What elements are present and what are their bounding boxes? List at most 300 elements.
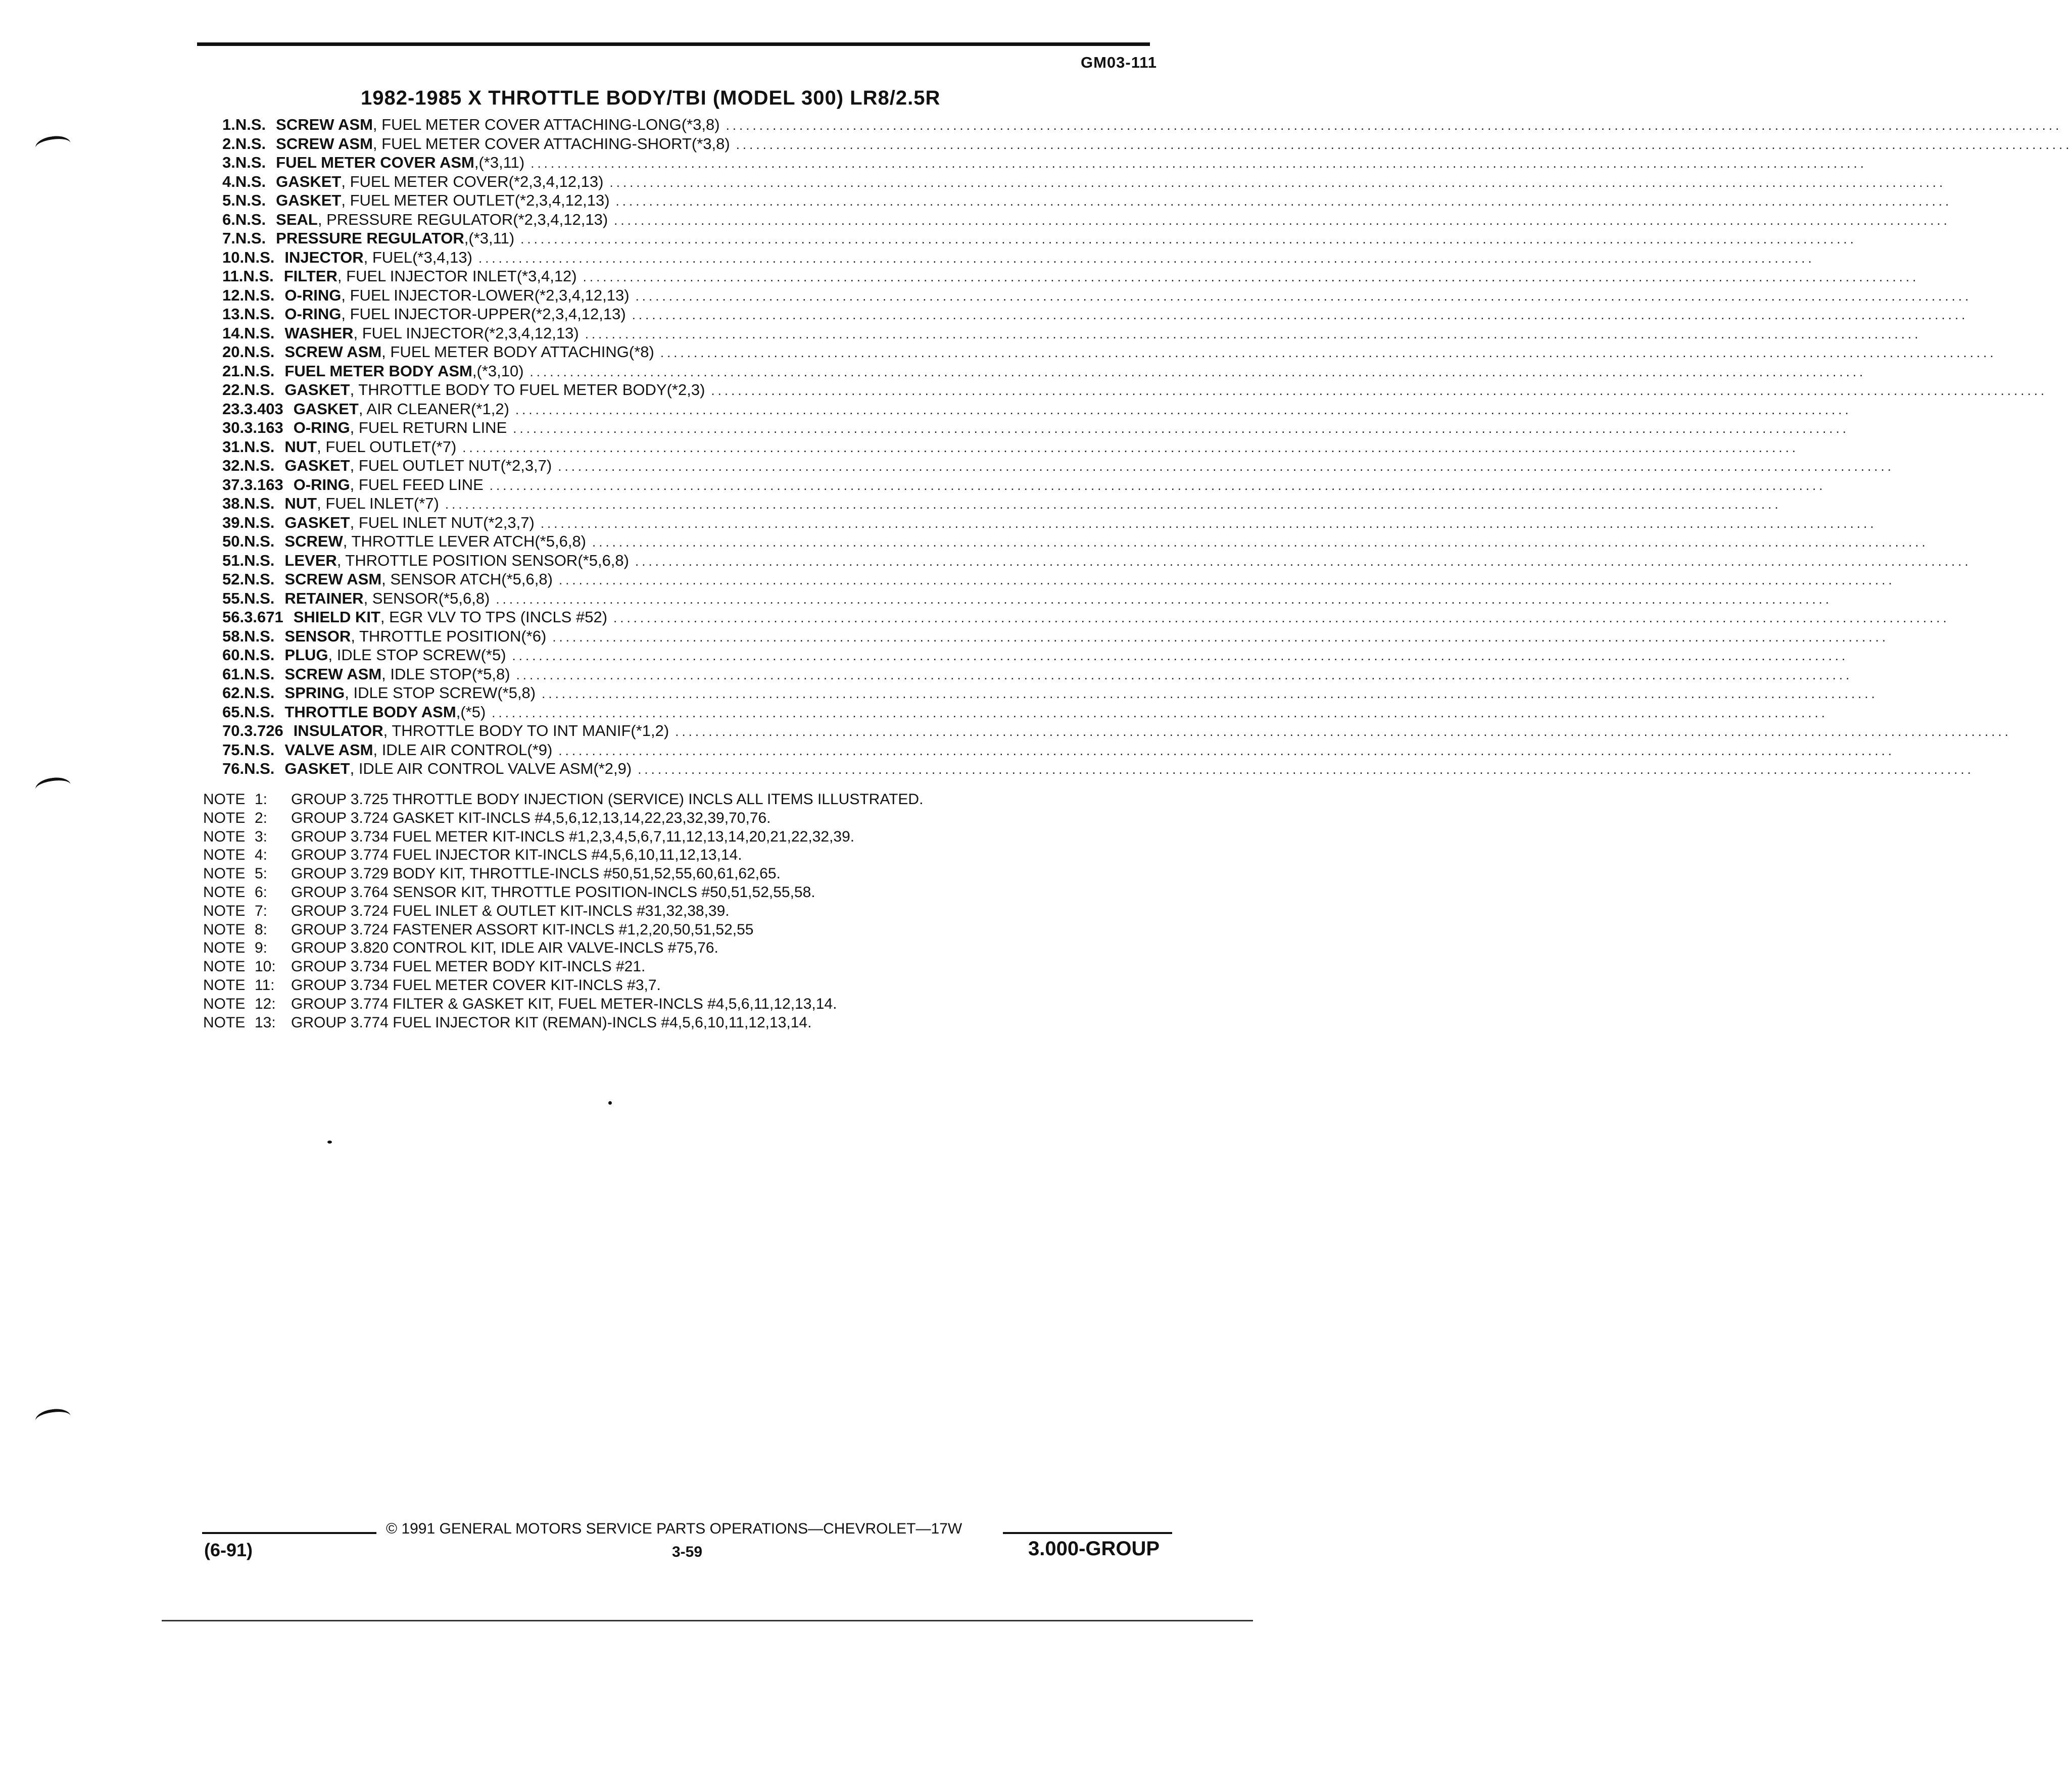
dot-leader: ........................................................................................................................................................................................................ — [613, 610, 1950, 625]
note-text: GROUP 3.774 FUEL INJECTOR KIT-INCLS #4,5,6,10,11,12,13,14. — [291, 847, 742, 864]
note-text: GROUP 3.734 FUEL METER KIT-INCLS #1,2,3,4,5,6,7,11,12,13,14,20,21,22,32,39. — [291, 828, 855, 845]
dot-leader: ........................................................................................................................................................................................................ — [516, 667, 1853, 682]
part-name: WASHER — [284, 324, 354, 342]
part-group: 3.163 — [244, 419, 283, 436]
note-label: NOTE — [203, 902, 246, 919]
part-row — [222, 722, 2011, 741]
part-description: , — [472, 362, 477, 380]
part-group: N.S. — [244, 343, 275, 361]
part-note-ref: (*2,3,7) — [483, 513, 535, 531]
part-name: GASKET — [276, 191, 342, 209]
part-row — [222, 703, 1828, 722]
part-row — [222, 172, 1946, 192]
dot-leader: ........................................................................................................................................................................................................ — [489, 477, 1826, 493]
part-row — [222, 513, 1877, 533]
dot-leader: ........................................................................................................................................................................................................ — [736, 136, 2072, 152]
note-row — [203, 958, 923, 977]
part-number: 56. — [222, 608, 245, 626]
dot-leader: ........................................................................................................................................................................................................ — [531, 156, 1867, 171]
part-group: N.S. — [244, 646, 275, 664]
part-group: 3.671 — [244, 608, 283, 626]
footer-rule-right — [1003, 1532, 1172, 1534]
part-group: N.S. — [244, 513, 275, 531]
part-description: , FUEL METER COVER ATTACHING-LONG — [372, 116, 682, 133]
part-group: 3.726 — [244, 722, 283, 739]
part-number: 22. — [222, 381, 245, 399]
part-note-ref: (*2,3,4,12,13) — [531, 305, 626, 323]
part-number: 2. — [222, 134, 235, 153]
part-description: , FUEL METER OUTLET — [341, 191, 515, 209]
part-group: N.S. — [244, 665, 275, 683]
part-row — [222, 684, 1878, 703]
part-number: 55. — [222, 589, 245, 607]
part-note-ref: (*5,6,8) — [438, 589, 490, 607]
part-note-ref: (*1,2) — [471, 400, 509, 418]
part-group: N.S. — [244, 760, 275, 777]
part-name: INSULATOR — [293, 722, 383, 739]
note-row — [203, 810, 923, 828]
part-description: , IDLE AIR CONTROL — [373, 740, 527, 759]
part-name: PRESSURE REGULATOR — [276, 229, 464, 247]
part-note-ref: (*3,11) — [478, 154, 525, 171]
part-name: SEAL — [276, 210, 318, 228]
part-group: N.S. — [244, 551, 275, 569]
part-row — [222, 248, 1815, 268]
part-number: 7. — [222, 229, 235, 247]
part-row — [222, 362, 1866, 381]
note-label: NOTE — [203, 847, 246, 864]
part-description: , FUEL INJECTOR — [353, 324, 484, 342]
part-number: 13. — [222, 305, 245, 323]
dot-leader: ........................................................................................................................................................................................................ — [492, 705, 1828, 720]
part-group: 3.163 — [244, 475, 283, 493]
part-row — [222, 532, 1929, 552]
part-name: PLUG — [284, 646, 328, 664]
part-name: GASKET — [284, 457, 350, 474]
dot-leader: ........................................................................................................................................................................................................ — [542, 686, 1878, 701]
part-description: , THROTTLE POSITION SENSOR — [336, 551, 578, 569]
part-row — [222, 400, 1852, 419]
note-label: NOTE — [203, 976, 246, 994]
part-group: N.S. — [244, 362, 275, 380]
part-note-ref: (*5,6,8) — [501, 570, 553, 588]
part-number: 3. — [222, 154, 235, 171]
page-id: GM03-111 — [1080, 54, 1157, 71]
note-number: 2: — [255, 809, 268, 826]
part-row — [222, 154, 1867, 173]
page-title: 1982-1985 X THROTTLE BODY/TBI (MODEL 300) LR8/2.5R — [361, 87, 941, 109]
dot-leader: ........................................................................................................................................................................................................ — [609, 174, 1946, 190]
part-group: N.S. — [244, 305, 275, 323]
part-note-ref: (*3,10) — [476, 362, 524, 380]
part-name: LEVER — [284, 551, 337, 569]
part-note-ref: (*2,3,4,12,13) — [513, 210, 608, 228]
part-row — [222, 760, 1974, 779]
part-group: N.S. — [235, 172, 266, 190]
note-row — [203, 940, 923, 958]
notes-list — [203, 791, 923, 1032]
part-note-ref: (*2,3,4,12,13) — [508, 172, 604, 190]
part-note-ref: (*2,3,4,12,13) — [484, 324, 579, 342]
note-text: GROUP 3.724 FASTENER ASSORT KIT-INCLS #1,2,20,50,51,52,55 — [291, 921, 754, 938]
part-name: FUEL METER BODY ASM — [284, 362, 472, 380]
part-description: , IDLE STOP SCREW — [345, 684, 498, 702]
binder-hole-mark — [34, 134, 72, 157]
part-name: FILTER — [283, 267, 338, 285]
part-name: SPRING — [284, 684, 345, 702]
part-note-ref: (*8) — [629, 343, 654, 361]
part-number: 70. — [222, 722, 245, 739]
part-row — [222, 286, 1972, 306]
part-name: GASKET — [284, 381, 350, 399]
part-number: 6. — [222, 210, 235, 228]
note-number: 12: — [255, 995, 276, 1012]
dot-leader: ........................................................................................................................................................................................................ — [711, 383, 2048, 398]
dot-leader: ........................................................................................................................................................................................................ — [635, 288, 1972, 304]
part-row — [222, 419, 1849, 438]
part-description: , THROTTLE BODY TO FUEL METER BODY — [350, 381, 667, 399]
dot-leader: ........................................................................................................................................................................................................ — [552, 629, 1889, 645]
part-group: N.S. — [244, 570, 275, 588]
part-row — [222, 646, 1849, 665]
part-note-ref: (*2,3,4,12,13) — [534, 286, 630, 304]
dot-leader: ........................................................................................................................................................................................................ — [512, 648, 1849, 663]
part-row — [222, 116, 2062, 135]
part-description: , SENSOR ATCH — [381, 570, 502, 588]
part-description: , FUEL RETURN LINE — [350, 419, 507, 436]
part-name: SENSOR — [284, 627, 351, 645]
part-group: N.S. — [244, 286, 275, 304]
part-name: SCREW — [284, 532, 343, 550]
note-text: GROUP 3.774 FUEL INJECTOR KIT (REMAN)-INCLS #4,5,6,10,11,12,13,14. — [291, 1014, 812, 1031]
dot-leader: ........................................................................................................................................................................................................ — [615, 193, 1952, 209]
part-number: 23. — [222, 400, 245, 418]
part-row — [222, 495, 1781, 514]
part-note-ref: (*1,2) — [631, 722, 669, 739]
part-group: N.S. — [244, 703, 275, 721]
note-row — [203, 865, 923, 884]
part-number: 11. — [222, 267, 244, 285]
part-number: 58. — [222, 627, 245, 645]
part-group: N.S. — [235, 229, 266, 247]
part-note-ref: (*3,8) — [691, 134, 730, 153]
part-note-ref: (*5,6,8) — [577, 551, 629, 569]
dot-leader: ........................................................................................................................................................................................................ — [558, 459, 1894, 474]
part-number: 4. — [222, 172, 235, 190]
part-number: 1. — [222, 116, 235, 133]
dot-leader: ........................................................................................................................................................................................................ — [614, 212, 1950, 228]
part-row — [222, 381, 2048, 400]
part-number: 31. — [222, 437, 245, 456]
part-group: N.S. — [235, 116, 266, 133]
part-group: N.S. — [244, 324, 275, 342]
footer-rule-left — [202, 1532, 376, 1534]
part-note-ref: (*2,3,4,12,13) — [514, 191, 610, 209]
part-name: GASKET — [284, 513, 350, 531]
part-group: N.S. — [244, 495, 275, 512]
note-label: NOTE — [203, 921, 246, 938]
part-group: N.S. — [235, 134, 266, 153]
dot-leader: ........................................................................................................................................................................................................ — [478, 250, 1815, 266]
part-description: , AIR CLEANER — [358, 400, 471, 418]
part-description: , FUEL METER BODY ATTACHING — [381, 343, 629, 361]
note-number: 13: — [255, 1014, 276, 1031]
note-row — [203, 977, 923, 996]
part-group: N.S. — [244, 437, 275, 456]
part-number: 65. — [222, 703, 245, 721]
part-description: , PRESSURE REGULATOR — [317, 210, 513, 228]
part-name: O-RING — [284, 286, 342, 304]
part-description: , FUEL INLET NUT — [350, 513, 484, 531]
note-row — [203, 903, 923, 921]
part-row — [222, 191, 1952, 211]
part-name: O-RING — [284, 305, 342, 323]
part-description: , — [464, 229, 469, 247]
dot-leader: ........................................................................................................................................................................................................ — [540, 515, 1877, 531]
note-label: NOTE — [203, 958, 246, 975]
dot-leader: ........................................................................................................................................................................................................ — [660, 345, 1997, 360]
note-text: GROUP 3.734 FUEL METER COVER KIT-INCLS #3,7. — [291, 976, 661, 994]
part-group: N.S. — [235, 154, 266, 171]
part-number: 50. — [222, 532, 245, 550]
part-description: , FUEL INJECTOR-LOWER — [341, 286, 535, 304]
part-description: , — [456, 703, 461, 721]
dot-leader: ........................................................................................................................................................................................................ — [592, 534, 1929, 550]
note-label: NOTE — [203, 828, 246, 845]
part-row — [222, 740, 1895, 760]
part-name: GASKET — [284, 760, 350, 777]
note-number: 10: — [255, 958, 276, 975]
binder-hole-mark — [34, 775, 72, 798]
note-number: 8: — [255, 921, 268, 938]
note-row — [203, 1014, 923, 1033]
part-number: 75. — [222, 740, 245, 759]
part-row — [222, 210, 1950, 230]
dot-leader: ........................................................................................................................................................................................................ — [583, 269, 1919, 284]
note-text: GROUP 3.774 FILTER & GASKET KIT, FUEL METER-INCLS #4,5,6,11,12,13,14. — [291, 995, 837, 1012]
note-label: NOTE — [203, 940, 246, 957]
note-row — [203, 996, 923, 1014]
note-label: NOTE — [203, 809, 246, 826]
part-number: 38. — [222, 495, 245, 512]
part-note-ref: (*5,8) — [497, 684, 536, 702]
part-row — [222, 229, 1857, 249]
part-note-ref: (*3,4,13) — [412, 248, 472, 266]
note-number: 3: — [255, 828, 268, 845]
top-rule — [197, 42, 1150, 46]
part-number: 10. — [222, 248, 245, 266]
note-row — [203, 847, 923, 865]
part-description: , FUEL INJECTOR INLET — [337, 267, 517, 285]
part-name: SCREW ASM — [276, 116, 373, 133]
part-name: O-RING — [293, 419, 350, 436]
part-description: , FUEL METER COVER — [341, 172, 509, 190]
part-row — [222, 608, 1950, 627]
part-name: SCREW ASM — [284, 343, 382, 361]
dot-leader: ........................................................................................................................................................................................................ — [726, 118, 2062, 133]
part-description: , IDLE STOP — [381, 665, 472, 683]
note-text: GROUP 3.724 GASKET KIT-INCLS #4,5,6,12,13,14,22,23,32,39,70,76. — [291, 809, 771, 826]
part-note-ref: (*5,8) — [471, 665, 510, 683]
part-description: , THROTTLE LEVER ATCH — [343, 532, 535, 550]
part-note-ref: (*5) — [480, 646, 506, 664]
part-row — [222, 665, 1853, 684]
dot-leader: ........................................................................................................................................................................................................ — [529, 364, 1866, 379]
part-row — [222, 324, 1921, 343]
part-group: N.S. — [243, 267, 274, 285]
part-row — [222, 437, 1799, 457]
part-description: , IDLE AIR CONTROL VALVE ASM — [350, 760, 594, 777]
part-number: 60. — [222, 646, 245, 664]
part-group: N.S. — [244, 627, 275, 645]
binder-hole-mark — [34, 1407, 72, 1429]
part-description: , FUEL OUTLET — [317, 437, 431, 456]
note-label: NOTE — [203, 791, 246, 808]
part-description: , FUEL INLET — [317, 495, 414, 512]
part-name: SHIELD KIT — [293, 608, 380, 626]
note-number: 6: — [255, 883, 268, 901]
note-label: NOTE — [203, 1014, 246, 1031]
note-text: GROUP 3.820 CONTROL KIT, IDLE AIR VALVE-INCLS #75,76. — [291, 940, 718, 957]
note-number: 7: — [255, 902, 268, 919]
part-number: 62. — [222, 684, 245, 702]
part-group: N.S. — [235, 191, 266, 209]
part-number: 37. — [222, 475, 245, 493]
note-label: NOTE — [203, 883, 246, 901]
part-note-ref: (*2,3) — [666, 381, 705, 399]
part-name: SCREW ASM — [284, 665, 382, 683]
part-note-ref: (*5) — [460, 703, 486, 721]
part-note-ref: (*9) — [527, 740, 553, 759]
part-description: , FUEL OUTLET NUT — [350, 457, 501, 474]
part-row — [222, 627, 1889, 647]
part-note-ref: (*7) — [431, 437, 457, 456]
part-note-ref: (*7) — [413, 495, 439, 512]
part-number: 52. — [222, 570, 245, 588]
part-name: NUT — [284, 437, 317, 456]
part-note-ref: (*3,4,12) — [516, 267, 577, 285]
part-number: 32. — [222, 457, 245, 474]
part-name: GASKET — [276, 172, 342, 190]
part-note-ref: (*3,8) — [681, 116, 720, 133]
note-text: GROUP 3.729 BODY KIT, THROTTLE-INCLS #50,51,52,55,60,61,62,65. — [291, 865, 781, 882]
part-description: , THROTTLE POSITION — [351, 627, 521, 645]
part-description: , EGR VLV TO TPS (INCLS #52) — [380, 608, 608, 626]
group-code: 3.000-GROUP — [1028, 1538, 1160, 1560]
part-number: 20. — [222, 343, 245, 361]
note-number: 9: — [255, 940, 268, 957]
dot-leader: ........................................................................................................................................................................................................ — [513, 421, 1849, 436]
part-description: , FUEL METER COVER ATTACHING-SHORT — [372, 134, 692, 153]
part-name: SCREW ASM — [284, 570, 382, 588]
dot-leader: ........................................................................................................................................................................................................ — [638, 762, 1974, 777]
part-name: VALVE ASM — [284, 740, 373, 759]
part-group: N.S. — [244, 589, 275, 607]
part-number: 76. — [222, 760, 245, 777]
dot-leader: ........................................................................................................................................................................................................ — [585, 326, 1921, 341]
part-number: 61. — [222, 665, 245, 683]
part-description: , FUEL — [363, 248, 413, 266]
part-row — [222, 475, 1826, 495]
part-number: 5. — [222, 191, 235, 209]
note-row — [203, 791, 923, 810]
dot-leader: ........................................................................................................................................................................................................ — [462, 439, 1799, 455]
part-name: NUT — [284, 495, 317, 512]
part-number: 39. — [222, 513, 245, 531]
dot-leader: ........................................................................................................................................................................................................ — [675, 724, 2011, 739]
note-row — [203, 921, 923, 940]
note-label: NOTE — [203, 865, 246, 882]
note-text: GROUP 3.725 THROTTLE BODY INJECTION (SERVICE) INCLS ALL ITEMS ILLUSTRATED. — [291, 791, 924, 808]
dot-leader: ........................................................................................................................................................................................................ — [496, 591, 1833, 607]
bottom-rule — [162, 1620, 1253, 1621]
part-note-ref: (*3,11) — [468, 229, 515, 247]
part-group: N.S. — [244, 684, 275, 702]
part-row — [222, 589, 1833, 609]
part-number: 12. — [222, 286, 245, 304]
part-description: , FUEL INJECTOR-UPPER — [341, 305, 531, 323]
part-note-ref: (*6) — [521, 627, 547, 645]
part-number: 30. — [222, 419, 245, 436]
scan-speck — [327, 1141, 332, 1144]
part-group: N.S. — [244, 740, 275, 759]
dot-leader: ........................................................................................................................................................................................................ — [632, 307, 1968, 322]
note-row — [203, 828, 923, 847]
note-text: GROUP 3.734 FUEL METER BODY KIT-INCLS #21. — [291, 958, 646, 975]
part-description: , THROTTLE BODY TO INT MANIF — [383, 722, 631, 739]
note-row — [203, 884, 923, 903]
part-group: N.S. — [244, 248, 275, 266]
part-row — [222, 134, 2072, 154]
dot-leader: ........................................................................................................................................................................................................ — [445, 497, 1781, 512]
part-row — [222, 267, 1919, 286]
dot-leader: ........................................................................................................................................................................................................ — [635, 553, 1971, 569]
note-number: 5: — [255, 865, 268, 882]
edition-date: (6-91) — [204, 1540, 253, 1560]
part-row — [222, 570, 1895, 589]
part-note-ref: (*2,9) — [593, 760, 632, 777]
part-name: INJECTOR — [284, 248, 364, 266]
dot-leader: ........................................................................................................................................................................................................ — [515, 402, 1852, 417]
part-number: 51. — [222, 551, 245, 569]
part-number: 14. — [222, 324, 245, 342]
part-description: , IDLE STOP SCREW — [328, 646, 481, 664]
copyright-line: © 1991 GENERAL MOTORS SERVICE PARTS OPERATIONS—CHEVROLET—17W — [386, 1520, 962, 1537]
note-number: 4: — [255, 847, 268, 864]
part-name: THROTTLE BODY ASM — [284, 703, 456, 721]
part-note-ref: (*2,3,7) — [500, 457, 552, 474]
part-group: N.S. — [244, 381, 275, 399]
dot-leader: ........................................................................................................................................................................................................ — [520, 231, 1857, 246]
part-row — [222, 343, 1997, 362]
part-name: RETAINER — [284, 589, 364, 607]
dot-leader: ........................................................................................................................................................................................................ — [558, 743, 1895, 758]
note-number: 1: — [255, 791, 268, 808]
page-number: 3-59 — [672, 1544, 703, 1560]
part-description: , — [474, 154, 479, 171]
dot-leader: ........................................................................................................................................................................................................ — [558, 572, 1895, 587]
part-number: 21. — [222, 362, 245, 380]
parts-list — [222, 116, 2072, 779]
part-group: N.S. — [244, 457, 275, 474]
note-label: NOTE — [203, 995, 246, 1012]
note-text: GROUP 3.764 SENSOR KIT, THROTTLE POSITION-INCLS #50,51,52,55,58. — [291, 883, 815, 901]
part-name: GASKET — [293, 400, 359, 418]
part-row — [222, 457, 1894, 476]
note-text: GROUP 3.724 FUEL INLET & OUTLET KIT-INCLS #31,32,38,39. — [291, 902, 730, 919]
part-group: N.S. — [235, 210, 266, 228]
note-number: 11: — [255, 976, 275, 994]
